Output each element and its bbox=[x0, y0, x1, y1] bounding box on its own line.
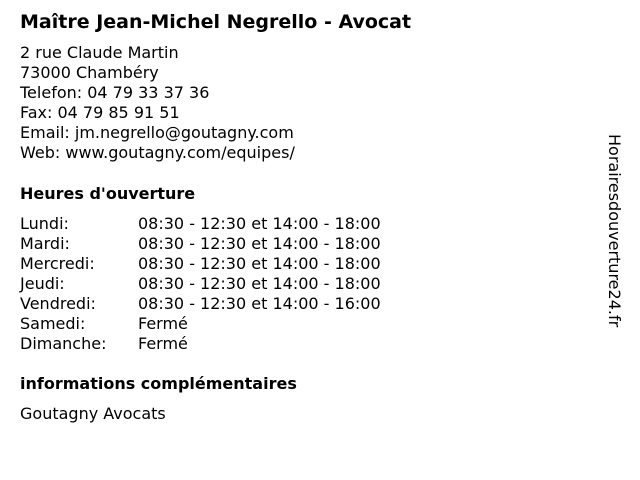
city-line: 73000 Chambéry bbox=[20, 63, 159, 82]
day-label: Samedi: bbox=[20, 314, 86, 333]
email-line: Email: jm.negrello@goutagny.com bbox=[20, 123, 294, 142]
day-label: Mercredi: bbox=[20, 254, 95, 273]
day-label: Dimanche: bbox=[20, 334, 107, 353]
day-label: Lundi: bbox=[20, 214, 69, 233]
address-block bbox=[20, 43, 295, 163]
site-watermark: Horairesdouverture24.fr bbox=[605, 134, 624, 328]
time-value: Fermé bbox=[138, 314, 188, 333]
opening-hours-heading: Heures d'ouverture bbox=[20, 184, 196, 203]
additional-info-heading: informations complémentaires bbox=[20, 374, 297, 393]
fax-line: Fax: 04 79 85 91 51 bbox=[20, 103, 180, 122]
day-label: Jeudi: bbox=[20, 274, 65, 293]
time-value: 08:30 - 12:30 et 14:00 - 16:00 bbox=[138, 294, 381, 313]
phone-line: Telefon: 04 79 33 37 36 bbox=[20, 83, 210, 102]
time-value: 08:30 - 12:30 et 14:00 - 18:00 bbox=[138, 254, 381, 273]
time-value: Fermé bbox=[138, 334, 188, 353]
time-value: 08:30 - 12:30 et 14:00 - 18:00 bbox=[138, 274, 381, 293]
additional-info-text: Goutagny Avocats bbox=[20, 404, 166, 423]
day-label: Vendredi: bbox=[20, 294, 96, 313]
web-line: Web: www.goutagny.com/equipes/ bbox=[20, 143, 295, 162]
time-value: 08:30 - 12:30 et 14:00 - 18:00 bbox=[138, 234, 381, 253]
page-title: Maître Jean-Michel Negrello - Avocat bbox=[20, 11, 412, 33]
time-value: 08:30 - 12:30 et 14:00 - 18:00 bbox=[138, 214, 381, 233]
street-line: 2 rue Claude Martin bbox=[20, 43, 179, 62]
day-label: Mardi: bbox=[20, 234, 70, 253]
